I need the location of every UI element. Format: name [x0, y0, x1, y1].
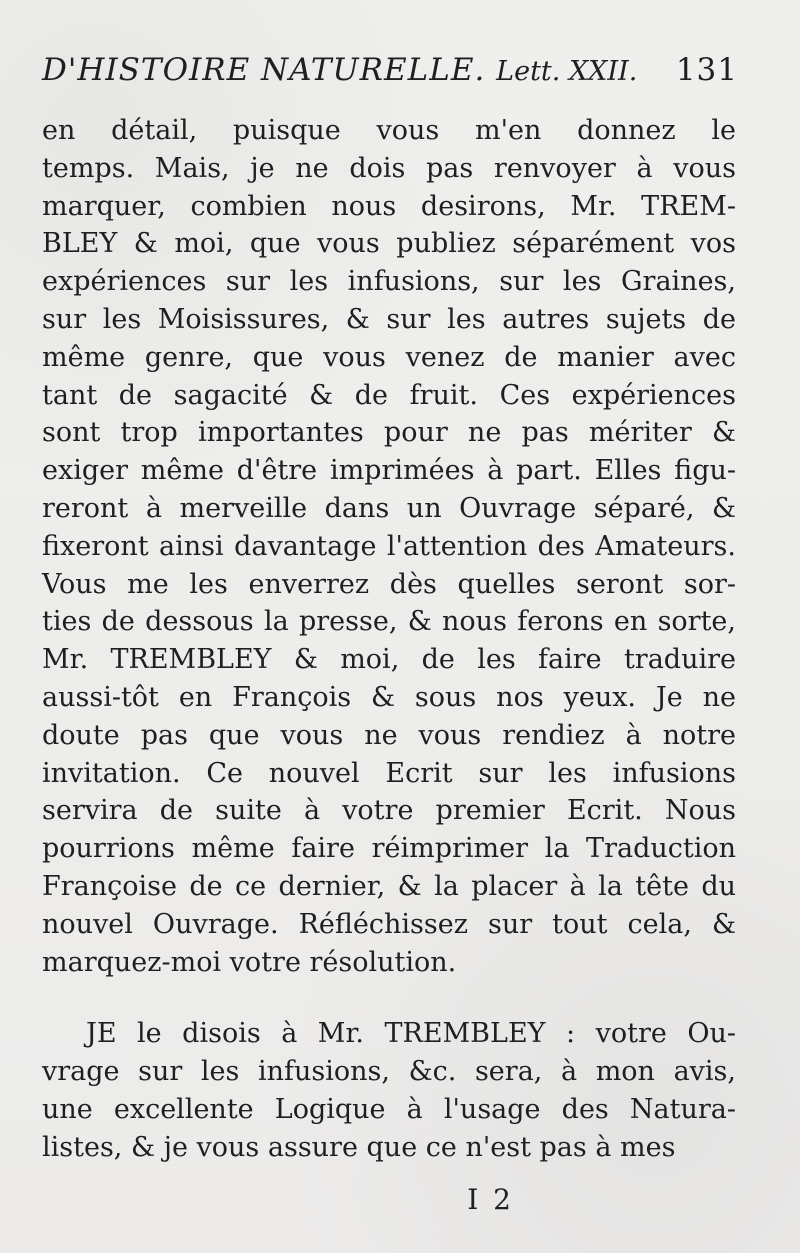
- paragraph-1-line-18: invitation. Ce nouvel Ecrit sur les infusions: [42, 757, 736, 789]
- paragraph-1-line-21: Françoise de ce dernier, & la placer à la tête du: [42, 870, 736, 902]
- paragraph-1-line-9: sont trop importantes pour ne pas mériter &: [42, 417, 736, 449]
- paragraph-1-line-22: nouvel Ouvrage. Réfléchissez sur tout cela, &: [42, 908, 736, 940]
- paragraph-1-line-11: reront à merveille dans un Ouvrage séparé, &: [42, 492, 736, 524]
- paragraph-2-line-4: listes, & je vous assure que ce n'est pas à mes: [42, 1131, 676, 1163]
- paragraph-1: [42, 112, 736, 981]
- paragraph-gap: [42, 981, 736, 1015]
- paragraph-1-line-8: tant de sagacité & de fruit. Ces expériences: [42, 379, 736, 411]
- paragraph-1-line-3: marquer, combien nous desirons, Mr. TREM-: [42, 190, 736, 222]
- paragraph-1-line-17: doute pas que vous ne vous rendiez à notre: [42, 719, 736, 751]
- paragraph-2-line-2: vrage sur les infusions, &c. sera, à mon avis,: [42, 1056, 736, 1088]
- paragraph-1-line-7: même genre, que vous venez de manier avec: [42, 341, 736, 373]
- paragraph-1-line-16: aussi-tôt en François & sous nos yeux. Je ne: [42, 681, 736, 713]
- paragraph-1-line-10: exiger même d'être imprimées à part. Elles figu-: [42, 455, 736, 487]
- paragraph-1-line-19: servira de suite à votre premier Ecrit. Nous: [42, 795, 736, 827]
- running-head: [42, 52, 738, 94]
- paragraph-1-line-23: marquez-moi votre résolution.: [42, 946, 457, 978]
- paragraph-1-line-14: ties de dessous la presse, & nous ferons en sorte,: [42, 606, 736, 638]
- paragraph-1-line-4: BLEY & moi, que vous publiez séparément vos: [42, 228, 736, 260]
- title-right: Lett. XXII.: [496, 56, 638, 87]
- paragraph-1-line-6: sur les Moisissures, & sur les autres sujets de: [42, 303, 736, 335]
- paragraph-1-line-5: expériences sur les infusions, sur les Graines,: [42, 266, 736, 298]
- page-title: [42, 52, 637, 88]
- paragraph-1-line-20: pourrions même faire réimprimer la Traduction: [42, 833, 736, 865]
- paragraph-1-line-12: fixeront ainsi davantage l'attention des Amateurs.: [42, 530, 736, 562]
- paragraph-2-line-1: JE le disois à Mr. TREMBLEY : votre Ou-: [86, 1018, 736, 1050]
- paragraph-1-line-13: Vous me les enverrez dès quelles seront sor-: [42, 568, 736, 600]
- body-text: [42, 112, 736, 1167]
- paragraph-1-line-15: Mr. TREMBLEY & moi, de les faire traduire: [42, 644, 736, 676]
- paragraph-1-line-2: temps. Mais, je ne dois pas renvoyer à vous: [42, 152, 736, 184]
- signature-mark: I 2: [467, 1183, 514, 1216]
- paragraph-1-line-1: en détail, puisque vous m'en donnez le: [42, 115, 736, 146]
- page-number: 131: [675, 52, 738, 88]
- title-left: D'HISTOIRE NATURELLE.: [42, 52, 486, 88]
- paragraph-2-line-3: une excellente Logique à l'usage des Natura-: [42, 1093, 736, 1125]
- paragraph-2: [42, 1015, 736, 1166]
